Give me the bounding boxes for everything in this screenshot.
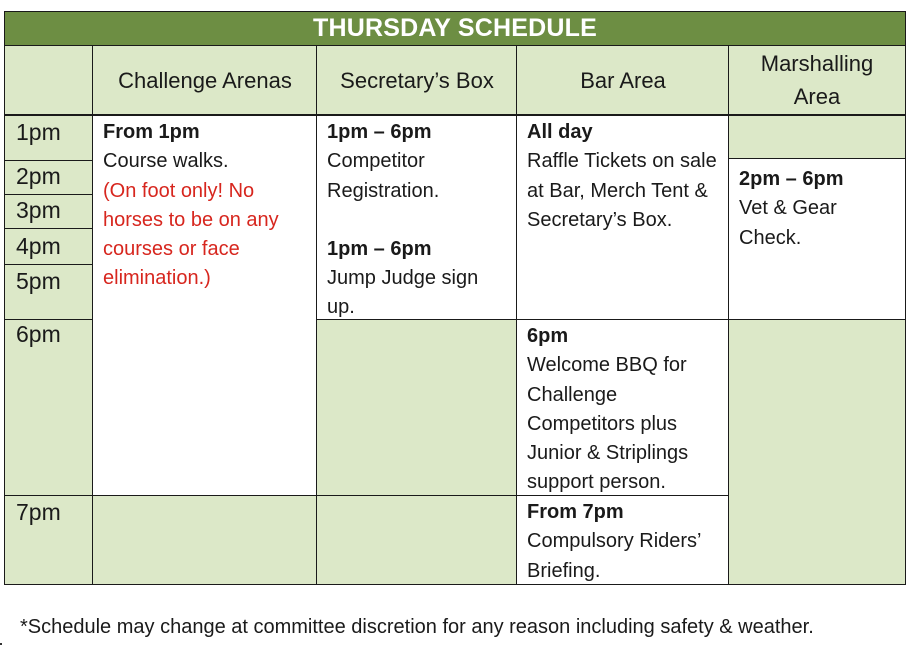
event-time: 2pm – 6pm <box>739 168 844 190</box>
stray-dot <box>0 643 2 645</box>
event-description: Jump Judge sign up. <box>327 267 479 319</box>
header-corner <box>4 45 94 115</box>
event-time: 1pm – 6pm <box>327 237 432 260</box>
time-label: 4pm <box>4 228 94 266</box>
event-warning: (On foot only! No horses to be on any courses or face elimination.) <box>103 179 279 290</box>
column-header-challenge-arenas: Challenge Arenas <box>92 45 318 115</box>
event-briefing <box>516 495 730 585</box>
event-description: Vet & Gear Check. <box>739 197 837 249</box>
event-description: Raffle Tickets on sale at Bar, Merch Tent & Secretary’s Box. <box>527 150 717 231</box>
column-header-marshalling-area: Marshalling Area <box>728 45 906 115</box>
event-time: From 1pm <box>103 121 200 143</box>
event-description: Competitor Registration. <box>327 150 440 202</box>
column-header-secretarys-box: Secretary’s Box <box>316 45 518 115</box>
time-label: 5pm <box>4 264 94 321</box>
event-description: Course walks. <box>103 150 229 173</box>
event-time: 6pm <box>527 325 569 347</box>
event-bbq <box>516 319 730 497</box>
time-label: 1pm <box>4 115 94 162</box>
event-time: From 7pm <box>527 501 624 523</box>
event-description: Compulsory Riders’ Briefing. <box>527 530 701 582</box>
time-label: 6pm <box>4 319 94 497</box>
event-time: 1pm – 6pm <box>327 121 432 143</box>
empty-cell <box>728 319 906 585</box>
event-raffle <box>516 115 730 321</box>
event-course-walks <box>92 115 318 497</box>
time-label: 7pm <box>4 495 94 585</box>
column-header-bar-area: Bar Area <box>516 45 730 115</box>
empty-cell <box>728 115 906 160</box>
empty-cell <box>92 495 318 585</box>
event-registration <box>316 115 518 321</box>
event-description: Welcome BBQ for Challenge Competitors plus Junior & Striplings support person. <box>527 354 689 494</box>
schedule-footnote: *Schedule may change at committee discretion for any reason including safety & weather. <box>20 616 814 638</box>
event-time: All day <box>527 121 593 143</box>
empty-cell <box>316 495 518 585</box>
schedule-title: THURSDAY SCHEDULE <box>4 11 906 46</box>
time-label: 3pm <box>4 194 94 230</box>
time-label: 2pm <box>4 160 94 196</box>
empty-cell <box>316 319 518 497</box>
event-vet-check <box>728 158 906 321</box>
